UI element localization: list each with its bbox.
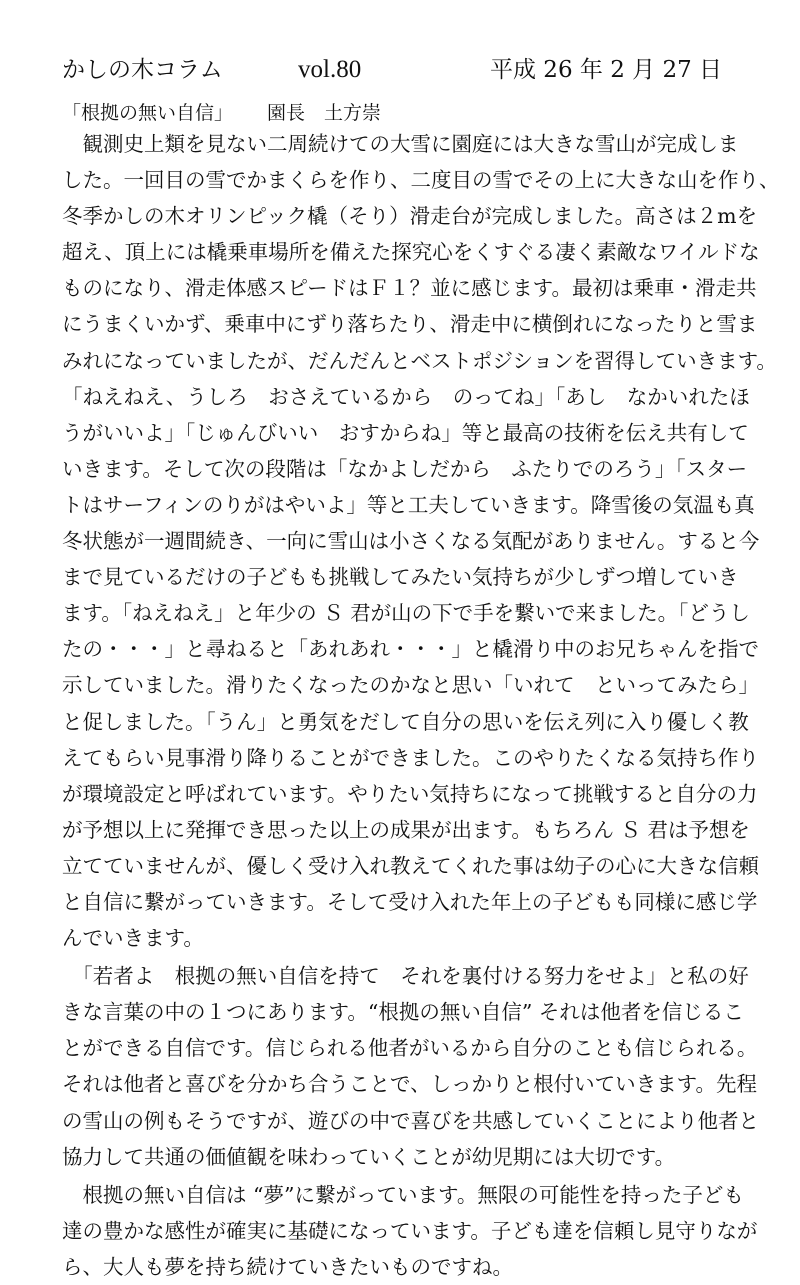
text-line: 超え、頂上には橇乗車場所を備えた探究心をくすぐる凄く素敵なワイルドな [62,240,760,265]
text-line: 協力して共通の価値観を味わっていくことが幼児期には大切です。 [62,1144,676,1169]
text-line: 観測史上類を見ない二周続けての大雪に園庭には大きな雪山が完成しま [62,132,739,156]
text-line: 「若者よ 根拠の無い自信を持て それを裏付ける努力をせよ」と私の好 [62,964,749,989]
article-heading [62,98,381,128]
text-line: とができる自信です。信じられる他者がいるから自分のことも信じられる。 [62,1036,758,1061]
text-line: 達の豊かな感性が確実に基礎になっています。子ども達を信頼し見守りなが [62,1218,758,1243]
text-line: たの・・・」と尋ねると「あれあれ・・・」と橇滑り中のお兄ちゃんを指で [62,637,759,662]
text-line: の雪山の例もそうですが、遊びの中で喜びを共感していくことにより他者と [62,1108,759,1133]
text-line: ます。「ねえねえ」と年少の Ｓ 君が山の下で手を繋いで来ました。「どうし [62,601,750,626]
newsletter-header [62,50,742,90]
text-line: 立てていませんが、優しく受け入れ教えてくれた事は幼子の心に大きな信頼 [62,853,759,878]
text-line: それは他者と喜びを分かち合うことで、しっかりと根付いていきます。先程 [62,1072,757,1097]
issue-date: 平成 26 年 2 月 27 日 [490,57,723,83]
text-line: みれになっていましたが、だんだんとベストポジションを習得していきます。 [62,348,777,373]
volume-number: vol.80 [298,56,362,83]
text-line: いきます。そして次の段階は「なかよしだから ふたりでのろう」「スター [62,456,748,481]
text-line: が環境設定と呼ばれています。やりたい気持ちになって挑戦すると自分の力 [62,781,758,806]
article-paragraph [62,126,780,956]
text-line: んでいきます。 [62,926,204,951]
article-body [62,126,780,1285]
column-name: かしの木コラム [62,57,223,83]
text-line: ら、大人も夢を持ち続けていきたいものですね。 [62,1254,513,1279]
text-line: きな言葉の中の１つにあります。“根拠の無い自信” それは他者を信じるこ [62,1000,744,1025]
article-title: 「根拠の無い自信」 [62,102,234,124]
text-line: まで見ているだけの子どもも挑戦してみたい気持ちが少しずつ増していき [62,565,739,590]
article-paragraph [62,958,759,1175]
article-author: 園長 土方崇 [267,102,382,124]
text-line: にうまくいかず、乗車中にずり落ちたり、滑走中に横倒れになったりと雪ま [62,312,758,337]
text-line: と自信に繋がっていきます。そして受け入れた年上の子どもも同様に感じ学 [62,889,758,914]
text-line: した。一回目の雪でかまくらを作り、二度目の雪でその上に大きな山を作り、 [62,168,780,193]
text-line: 示していました。滑りたくなったのかなと思い「いれて といってみたら」 [62,673,759,698]
article-paragraph [62,1177,758,1285]
text-line: ものになり、滑走体感スピードはＦ１？並に感じます。最初は乗車・滑走共 [62,276,757,301]
text-line: が予想以上に発揮でき思った以上の成果が出ます。もちろん Ｓ 君は予想を [62,817,750,842]
text-line: うがいいよ」「じゅんびいい おすからね」等と最高の技術を伝え共有して [62,420,749,445]
text-line: 「ねえねえ、うしろ おさえているから のってね」「あし なかいれたほ [62,384,750,409]
text-line: と促しました。「うん」と勇気をだして自分の思いを伝え列に入り優しく教 [62,709,749,734]
text-line: 根拠の無い自信は “夢”に繋がっています。無限の可能性を持った子ども [62,1182,744,1207]
text-line: トはサーフィンのりがはやいよ」等と工夫していきます。降雪後の気温も真 [62,492,755,517]
text-line: 冬季かしの木オリンピック橇（そり）滑走台が完成しました。高さは２mを [62,204,758,229]
text-line: 冬状態が一週間続き、一向に雪山は小さくなる気配がありません。すると今 [62,529,760,554]
text-line: えてもらい見事滑り降りることができました。このやりたくなる気持ち作り [62,745,759,770]
